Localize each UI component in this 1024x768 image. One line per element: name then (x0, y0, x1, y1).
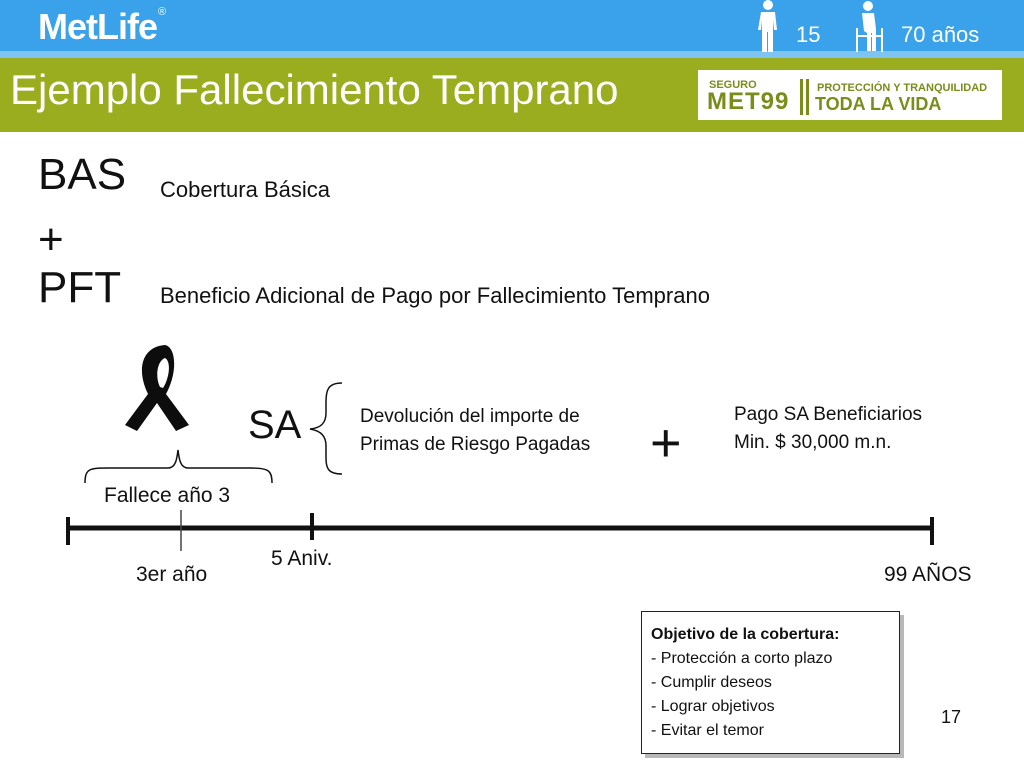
objective-item: - Protección a corto plazo (651, 650, 833, 667)
objective-item: - Evitar el temor (651, 722, 764, 739)
sa-brace (310, 383, 342, 474)
brand-tagline-top: PROTECCIÓN Y TRANQUILIDAD (817, 82, 988, 94)
page-number: 17 (941, 707, 962, 727)
objective-title: Objetivo de la cobertura: (651, 626, 840, 643)
brand-met99: MET99 (707, 88, 790, 115)
pft-label: PFT (38, 263, 122, 312)
refund-line1: Devolución del importe de (360, 406, 580, 427)
pft-description: Beneficio Adicional de Pago por Fallecimiento Temprano (160, 283, 710, 308)
plus-sign: + (38, 215, 64, 264)
big-plus-sign: + (650, 413, 682, 473)
brand-tagline-bottom: TODA LA VIDA (815, 94, 942, 114)
mourning-ribbon-icon (125, 345, 189, 431)
beneficiary-text (734, 401, 922, 457)
year3-brace (85, 450, 272, 483)
dies-year3-label: Fallece año 3 (104, 484, 231, 507)
bas-description: Cobertura Básica (160, 177, 330, 202)
timeline-anniv5-label: 5 Aniv. (271, 547, 333, 570)
refund-line2: Primas de Riesgo Pagadas (360, 434, 591, 455)
refund-text (360, 403, 590, 459)
benef-line1: Pago SA Beneficiarios (734, 404, 923, 425)
objective-item: - Lograr objetivos (651, 698, 775, 715)
timeline-year3-label: 3er año (136, 563, 208, 586)
sa-label: SA (248, 403, 302, 447)
metlife-logo: MetLife® (38, 6, 166, 47)
timeline-end-label: 99 AÑOS (884, 563, 972, 586)
objective-item: - Cumplir deseos (651, 674, 772, 691)
slide-title: Ejemplo Fallecimiento Temprano (10, 66, 619, 113)
benef-line2: Min. $ 30,000 m.n. (734, 432, 892, 453)
age-start-label: 15 (796, 22, 821, 47)
bas-label: BAS (38, 150, 127, 199)
age-end-label: 70 años (901, 22, 980, 47)
brand-seguro: SEGURO (709, 79, 757, 91)
